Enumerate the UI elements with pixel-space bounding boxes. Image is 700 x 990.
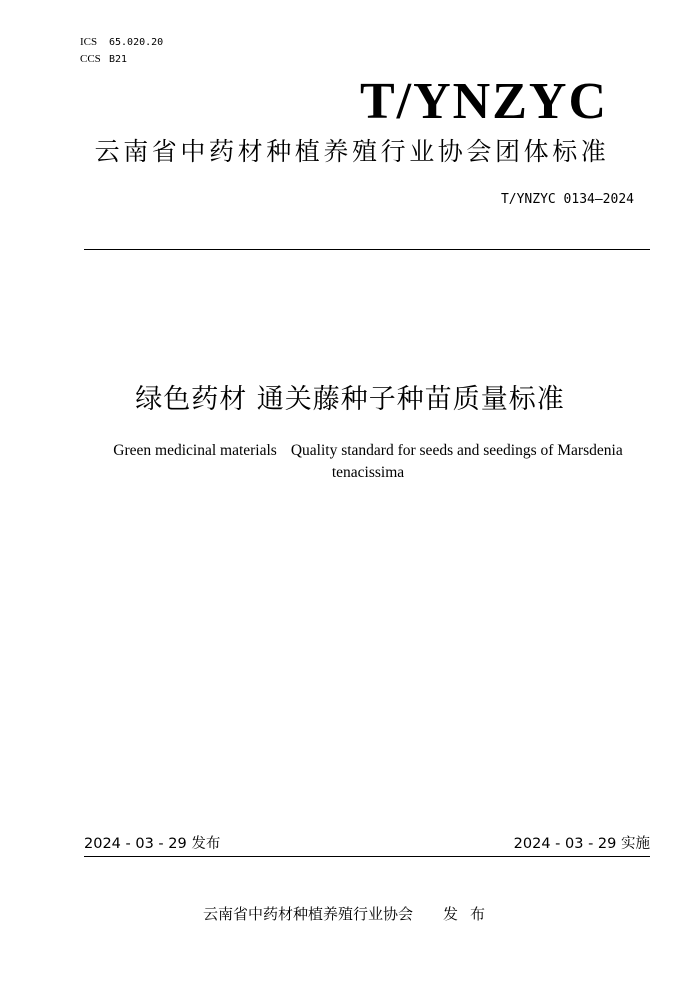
implementation-date: 2024 - 03 - 29 实施 [513,836,650,852]
document-title-chinese: 绿色药材 通关藤种子种苗质量标准 [135,384,565,415]
classification-codes [80,34,163,68]
english-title-part1: Green medicinal materials [113,442,277,459]
top-divider [84,249,650,250]
ccs-row [80,51,163,68]
organization-code-logo: T/YNZYC [359,73,608,130]
ics-row [80,34,163,51]
publisher-line [0,903,700,925]
bottom-divider [84,856,650,857]
publish-date: 2024 - 03 - 29 发布 [84,836,221,852]
english-title-part2: Quality standard for seeds and seedings of Marsdenia tenacissima [290,442,623,481]
ics-value: 65.020.20 [109,37,164,48]
document-title-english [90,440,646,484]
standard-number: T/YNZYC 0134—2024 [500,192,634,207]
ics-label: ICS [80,36,98,48]
ccs-value: B21 [109,54,128,65]
publisher-action: 发布 [443,905,498,923]
publisher-name: 云南省中药材种植养殖行业协会 [202,905,413,923]
ccs-label: CCS [80,53,101,65]
organization-standard-heading: 云南省中药材种植养殖行业协会团体标准 [94,137,610,166]
